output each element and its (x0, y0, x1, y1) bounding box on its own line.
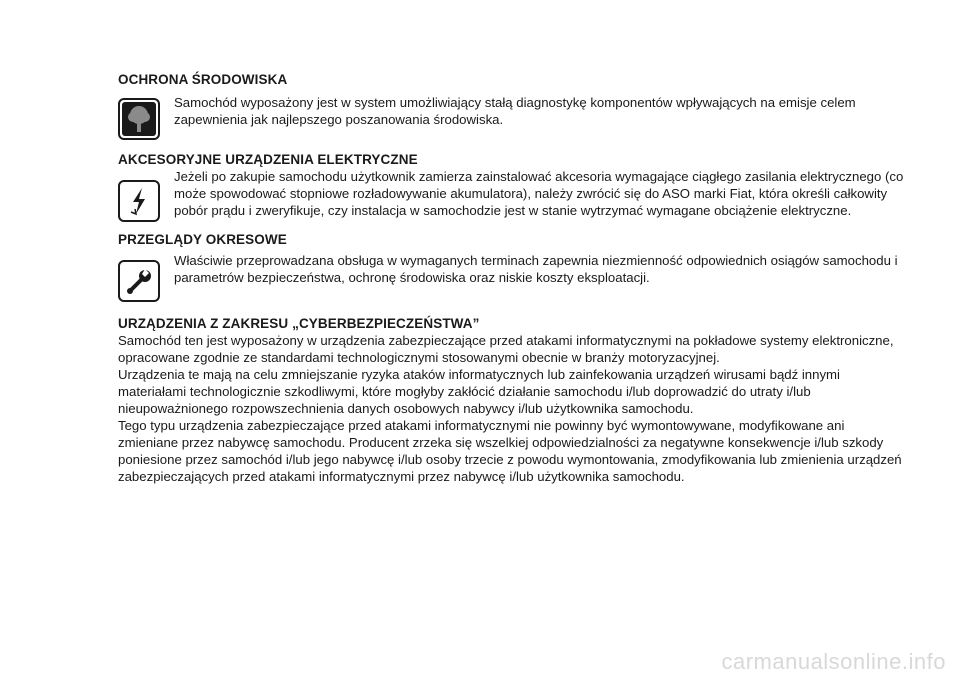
tree-icon (118, 98, 160, 140)
section-heading-electrical: AKCESORYJNE URZĄDZENIA ELEKTRYCZNE (118, 152, 418, 167)
cybersecurity-paragraph: Tego typu urządzenia zabezpieczające przed atakami informatycznymi nie powinny być wymontowywane, modyfikowane ani zmieniane przez nabywcę samochodu. Producent zrzeka się wszelkiej odpowiedzialności za negatywne konsekwencje i/lub szkody poniesione przez samochód i/lub jego nabywcę i/lub osoby trzecie z powodu wymontowania, zmodyfikowania lub zmienienia urządzeń zabezpieczających przed atakami informatycznymi przez nabywcę i/lub użytkownika samochodu. (118, 418, 902, 484)
cybersecurity-paragraph: Samochód ten jest wyposażony w urządzenia zabezpieczające przed atakami informatycznymi na pokładowe systemy elektroniczne, opracowane zgodnie ze standardami technologicznymi stosowanymi obecnie w branży motoryzacyjnej. (118, 333, 894, 365)
section-electrical (118, 168, 908, 222)
cybersecurity-paragraph: Urządzenia te mają na celu zmniejszanie ryzyka ataków informatycznych lub zainfekowania urządzeń wirusami bądź innymi materiałami technologicznie szkodliwymi, które mogłyby zakłócić działanie samochodu i/lub doprowadzić do utraty i/lub nieupoważnionego rozpowszechnienia danych osobowych nabywcy i/lub użytkownika samochodu. (118, 367, 840, 416)
section-heading-cybersecurity: URZĄDZENIA Z ZAKRESU „CYBERBEZPIECZEŃSTWA” (118, 316, 480, 331)
section-environment (118, 94, 908, 140)
wrench-icon (118, 260, 160, 302)
section-body-maintenance: Właściwie przeprowadzana obsługa w wymaganych terminach zapewnia niezmienność odpowiednich osiągów samochodu i parametrów bezpieczeństwa, ochronę środowiska oraz niskie koszty eksploatacji. (174, 253, 898, 285)
section-body-electrical: Jeżeli po zakupie samochodu użytkownik zamierza zainstalować akcesoria wymagające ciągłego zasilania elektrycznego (co może spowodować stopniowe rozładowywanie akumulatora), należy zwrócić się do ASO marki Fiat, która określi całkowity pobór prądu i zweryfikuje, czy instalacja w samochodzie jest w stanie wytrzymać wymagane obciążenie elektryczne. (174, 169, 904, 218)
section-maintenance (118, 252, 908, 302)
section-heading-maintenance: PRZEGLĄDY OKRESOWE (118, 232, 287, 247)
manual-page (118, 72, 908, 485)
lightning-bolt-icon (118, 180, 160, 222)
section-body-environment: Samochód wyposażony jest w system umożliwiający stałą diagnostykę komponentów wpływających na emisje celem zapewnienia jak najlepszego poszanowania środowiska. (174, 95, 856, 127)
section-heading-environment: OCHRONA ŚRODOWISKA (118, 72, 288, 87)
watermark: carmanualsonline.info (721, 649, 946, 674)
